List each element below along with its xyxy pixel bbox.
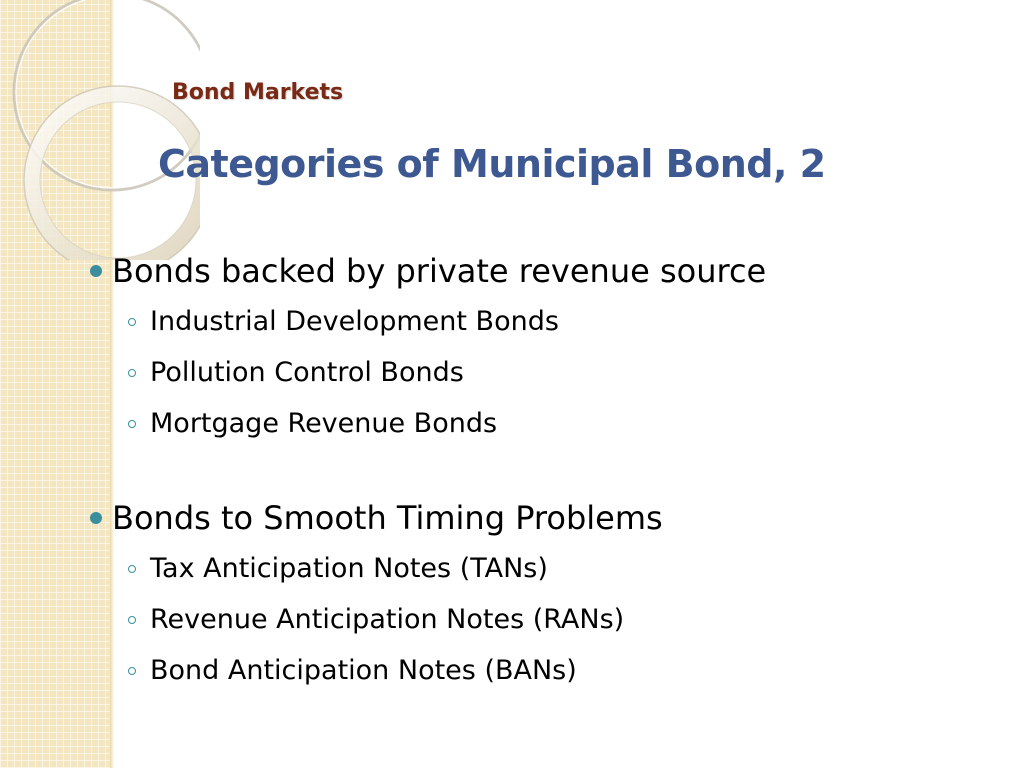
sub-bullet-ring-icon (128, 565, 136, 573)
sub-bullet-ring-icon (128, 616, 136, 624)
decorative-rings (0, 0, 200, 260)
sub-bullet-text: Pollution Control Bonds (150, 357, 464, 388)
sub-bullet-text: Mortgage Revenue Bonds (150, 408, 498, 439)
slide-title: Categories of Municipal Bond, 2 (158, 142, 826, 186)
sub-bullet-item (90, 594, 990, 645)
sub-bullet-list (90, 543, 990, 696)
section-label: Bond Markets (172, 80, 344, 105)
sub-bullet-text: Tax Anticipation Notes (TANs) (150, 553, 548, 584)
bullet-item (90, 246, 990, 296)
sub-bullet-item (90, 645, 990, 696)
bullet-group (90, 493, 990, 696)
bullet-content (90, 246, 990, 740)
sub-bullet-item (90, 398, 990, 449)
sub-bullet-ring-icon (128, 369, 136, 377)
sub-bullet-ring-icon (128, 420, 136, 428)
sub-bullet-text: Bond Anticipation Notes (BANs) (150, 655, 577, 686)
sub-bullet-list (90, 296, 990, 449)
bullet-item (90, 493, 990, 543)
sub-bullet-item (90, 296, 990, 347)
bullet-dot-icon (90, 512, 102, 524)
bullet-text: Bonds to Smooth Timing Problems (112, 499, 663, 537)
sub-bullet-text: Industrial Development Bonds (150, 306, 559, 337)
sub-bullet-ring-icon (128, 318, 136, 326)
sub-bullet-text: Revenue Anticipation Notes (RANs) (150, 604, 625, 635)
bullet-group (90, 246, 990, 449)
sub-bullet-item (90, 543, 990, 594)
bullet-text: Bonds backed by private revenue source (112, 252, 767, 290)
bullet-dot-icon (90, 265, 102, 277)
sub-bullet-ring-icon (128, 667, 136, 675)
sub-bullet-item (90, 347, 990, 398)
